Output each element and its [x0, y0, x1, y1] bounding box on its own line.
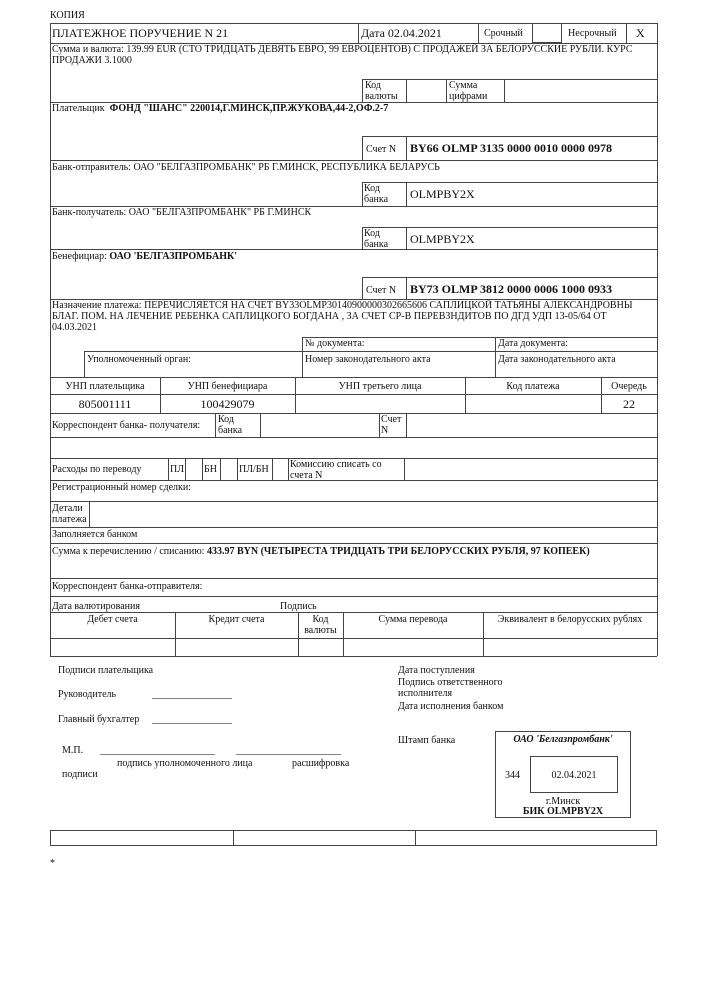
head-sign-line[interactable]: ________________ [152, 689, 232, 700]
col-payment-code: Код платежа [506, 381, 560, 392]
col-beneficiary-unp: УНП бенефициара [187, 381, 268, 392]
copy-label: КОПИЯ [50, 10, 85, 21]
payer-unp[interactable]: 805001111 [78, 397, 132, 411]
divider [302, 337, 303, 377]
divider [220, 458, 221, 480]
details-label: Детали платежа [52, 503, 87, 525]
divider [406, 277, 407, 299]
expense-opt-pl[interactable]: ПЛ [170, 464, 185, 475]
divider [478, 23, 479, 43]
payer-signatures-label: Подписи плательщика [58, 665, 154, 676]
stamp-label: Штамп банка [398, 735, 456, 746]
correspondent-account-label: Счет N [381, 414, 402, 436]
frame-top [50, 23, 657, 24]
divider [50, 596, 657, 597]
authorized-sign-line[interactable]: _______________________ [100, 745, 215, 756]
divider [362, 182, 363, 206]
responsible-sign-label: Подпись ответственного исполнителя [398, 677, 503, 699]
frame-right [657, 23, 658, 656]
divider [362, 227, 363, 249]
divider [406, 227, 407, 249]
stamp-number: 344 [505, 770, 520, 781]
divider [89, 501, 90, 527]
divider [50, 543, 657, 544]
beneficiary: Бенефициар: ОАО 'БЕЛГАЗПРОМБАНК' [52, 251, 238, 262]
divider [202, 458, 203, 480]
divider [50, 578, 657, 579]
beneficiary-unp[interactable]: 100429079 [200, 397, 255, 411]
divider [50, 612, 657, 613]
divider [50, 638, 657, 639]
divider [50, 656, 657, 657]
divider [233, 830, 234, 846]
signature-label: Подпись [280, 601, 317, 612]
receiver-bank-code[interactable]: OLMPBY2X [410, 232, 475, 246]
stamp-mp: М.П. [62, 745, 84, 756]
col-equivalent: Эквивалент в белорусских рублях [497, 614, 643, 625]
urgent-checkbox[interactable] [532, 23, 562, 43]
col-amount: Сумма перевода [378, 614, 448, 625]
decode-sign-line[interactable]: _____________________ [236, 745, 341, 756]
divider [406, 136, 407, 160]
beneficiary-account-label: Счет N [366, 285, 397, 296]
divider [168, 458, 169, 480]
col-third-unp: УНП третьего лица [338, 381, 422, 392]
divider [626, 23, 627, 43]
payment-purpose: Назначение платежа: ПЕРЕЧИСЛЯЕТСЯ НА СЧЕТ BY33OLMP30140900000302665606 САПЛИЦКОЙ ТАТЬЯНЫ АЛЕКСАНДРОВНЫ БЛАГ. ПОМ. НА ЛЕЧЕНИЕ РЕБЕНКА САПЛИЦКОГО БОГДАНА , ЗА СЧЕТ СР-В ПЕРЕВЗНДИТОВ ПО ДГД УДП 13-05/64 ОТ 04.03.2021 [52, 300, 633, 333]
divider [50, 527, 657, 528]
payer-account-label: Счет N [366, 144, 397, 155]
divider [406, 79, 407, 102]
col-payer-unp: УНП плательщика [65, 381, 145, 392]
urgent-label: Срочный [484, 28, 523, 39]
divider [406, 413, 407, 437]
valuation-date-label: Дата валютирования [52, 601, 140, 612]
signatures-word: подписи [62, 769, 98, 780]
stamp-date: 02.04.2021 [551, 770, 597, 781]
frame-left [50, 23, 51, 656]
transfer-sum: Сумма к перечислению / списанию: 433.97 BYN (ЧЕТЫРЕСТА ТРИДЦАТЬ ТРИ БЕЛОРУССКИХ РУБЛЯ, 97 КОПЕЕК) [52, 546, 590, 557]
divider [185, 458, 186, 480]
expenses-label: Расходы по переводу [52, 464, 142, 475]
sender-correspondent-label: Корреспондент банка-отправителя: [52, 581, 203, 592]
divider [84, 351, 85, 377]
divider [362, 277, 363, 299]
divider [358, 23, 359, 43]
divider [272, 458, 273, 480]
divider [362, 79, 363, 102]
correspondent-label: Корреспондент банка- получателя: [52, 420, 201, 431]
divider [504, 79, 505, 102]
divider [215, 413, 216, 437]
chief-accountant-label: Главный бухгалтер [58, 714, 140, 725]
queue[interactable]: 22 [623, 397, 635, 411]
doc-date: Дата 02.04.2021 [361, 26, 442, 40]
divider [406, 182, 407, 206]
expense-opt-bn[interactable]: БН [204, 464, 217, 475]
stamp-bank-name: ОАО 'Белгазпромбанк' [513, 734, 613, 745]
doc-date-label: Дата документа: [498, 338, 568, 349]
col-debit: Дебет счета [87, 614, 138, 625]
col-credit: Кредит счета [208, 614, 265, 625]
divider [50, 480, 657, 481]
sum-digits-label: Сумма цифрами [449, 80, 488, 102]
footer-row [50, 830, 657, 846]
head-label: Руководитель [58, 689, 117, 700]
sender-bank-code-label: Код банка [364, 183, 389, 205]
received-date-label: Дата поступления [398, 665, 475, 676]
filled-by-bank: Заполняется банком [52, 529, 138, 540]
col-queue: Очередь [611, 381, 647, 392]
act-number-label: Номер законодательного акта [305, 354, 431, 365]
payer: Плательщик ФОНД "ШАНС" 220014,Г.МИНСК,ПР.ЖУКОВА,44-2,ОФ.2-7 [52, 103, 389, 114]
divider [404, 458, 405, 480]
nonurgent-label: Несрочный [568, 28, 617, 39]
divider [50, 160, 657, 161]
accountant-sign-line[interactable]: ________________ [152, 714, 232, 725]
commission-label: Комиссию списать со счета N [290, 459, 382, 481]
divider [288, 458, 289, 480]
amount-text: Сумма и валюта: 139.99 EUR (СТО ТРИДЦАТЬ ДЕВЯТЬ ЕВРО, 99 ЕВРОЦЕНТОВ) С ПРОДАЖЕЙ ЗА БЕЛОРУССКИЕ РУБЛИ. КУРС ПРОДАЖИ 3.1000 [52, 44, 633, 66]
nonurgent-mark[interactable]: X [636, 26, 645, 40]
divider [50, 437, 657, 438]
divider [260, 413, 261, 437]
stamp-bic: БИК OLMPBY2X [522, 806, 604, 817]
divider [50, 249, 657, 250]
execution-date-label: Дата исполнения банком [398, 701, 504, 712]
expense-opt-plbn[interactable]: ПЛ/БН [239, 464, 269, 475]
divider [362, 136, 363, 160]
receiver-bank-code-label: Код банка [364, 228, 389, 250]
decode-label: расшифровка [292, 758, 350, 769]
divider [50, 413, 657, 414]
divider [50, 501, 657, 502]
doc-number-label: № документа: [305, 338, 365, 349]
stamp-city: г.Минск [545, 796, 581, 807]
sender-bank: Банк-отправитель: ОАО "БЕЛГАЗПРОМБАНК" РБ Г.МИНСК, РЕСПУБЛИКА БЕЛАРУСЬ [52, 162, 440, 173]
authority-label: Уполномоченный орган: [87, 354, 192, 365]
divider [446, 79, 447, 102]
payer-account[interactable]: BY66 OLMP 3135 0000 0010 0000 0978 [410, 141, 613, 155]
authorized-sign-label: подпись уполномоченного лица [117, 758, 253, 769]
receiver-bank: Банк-получатель: ОАО "БЕЛГАЗПРОМБАНК" РБ Г.МИНСК [52, 207, 312, 218]
divider [415, 830, 416, 846]
divider [84, 351, 657, 352]
divider [237, 458, 238, 480]
registration-label: Регистрационный номер сделки: [52, 482, 192, 493]
divider [495, 337, 496, 377]
doc-title: ПЛАТЕЖНОЕ ПОРУЧЕНИЕ N 21 [52, 26, 229, 40]
divider [50, 394, 657, 395]
sender-bank-code[interactable]: OLMPBY2X [410, 187, 475, 201]
act-date-label: Дата законодательного акта [498, 354, 616, 365]
beneficiary-account[interactable]: BY73 OLMP 3812 0000 0006 1000 0933 [410, 282, 613, 296]
divider [379, 413, 380, 437]
correspondent-code-label: Код банка [218, 414, 243, 436]
col-currency: Код валюты [304, 614, 337, 636]
footnote: * [50, 858, 55, 869]
divider [50, 377, 657, 378]
currency-code-label: Код валюты [365, 80, 398, 102]
